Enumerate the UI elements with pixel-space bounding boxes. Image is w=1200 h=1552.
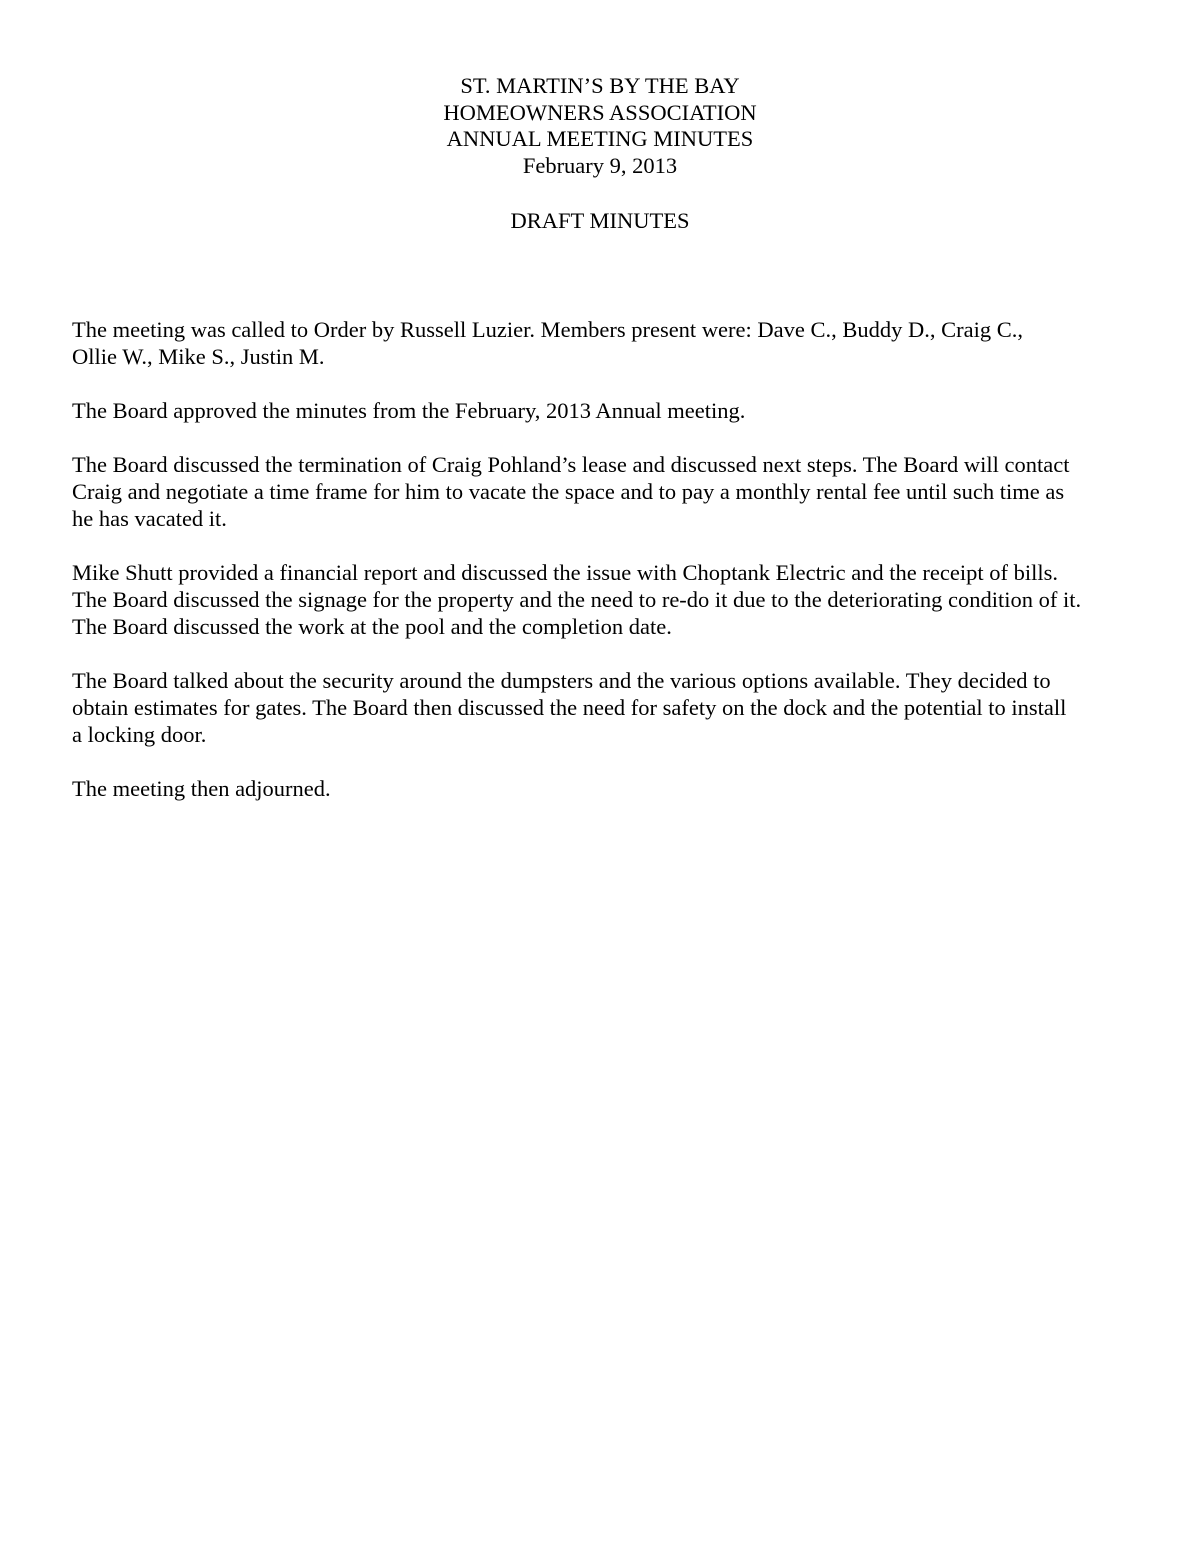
paragraph-call-to-order	[72, 316, 1132, 370]
paragraph-minutes-approval	[72, 397, 1132, 424]
text-line: The meeting was called to Order by Russell Luzier. Members present were: Dave C., Buddy D., Craig C.,	[72, 317, 1024, 342]
text-line: Craig and negotiate a time frame for him to vacate the space and to pay a monthly rental fee until such time as	[72, 479, 1065, 504]
text-line: he has vacated it.	[72, 506, 227, 531]
text-line: The Board discussed the signage for the property and the need to re-do it due to the deteriorating condition of it.	[72, 587, 1082, 612]
paragraph-financial-report	[72, 559, 1132, 640]
association-name-line-1: ST. MARTIN’S BY THE BAY	[460, 73, 740, 98]
text-line: obtain estimates for gates. The Board then discussed the need for safety on the dock and the potential to install	[72, 695, 1067, 720]
text-line: a locking door.	[72, 722, 207, 747]
document-header	[0, 73, 1200, 179]
paragraph-security	[72, 667, 1132, 748]
text-line: Ollie W., Mike S., Justin M.	[72, 344, 325, 369]
text-line: The Board discussed the work at the pool and the completion date.	[72, 614, 672, 639]
association-name-line-2: HOMEOWNERS ASSOCIATION	[443, 99, 757, 125]
text-line: Mike Shutt provided a financial report and discussed the issue with Choptank Electric and the receipt of bills.	[72, 560, 1059, 585]
document-title: ANNUAL MEETING MINUTES	[446, 126, 754, 151]
paragraph-adjournment	[72, 775, 1132, 802]
text-line: The meeting then adjourned.	[72, 776, 331, 801]
text-line: The Board talked about the security around the dumpsters and the various options available. They decided to	[72, 668, 1051, 693]
meeting-date: February 9, 2013	[522, 152, 678, 178]
paragraph-lease-termination	[72, 451, 1132, 532]
draft-label: DRAFT MINUTES	[510, 208, 690, 233]
text-line: The Board discussed the termination of Craig Pohland’s lease and discussed next steps. The Board will contact	[72, 452, 1070, 477]
minutes-body	[72, 316, 1132, 829]
text-line: The Board approved the minutes from the February, 2013 Annual meeting.	[72, 398, 746, 423]
